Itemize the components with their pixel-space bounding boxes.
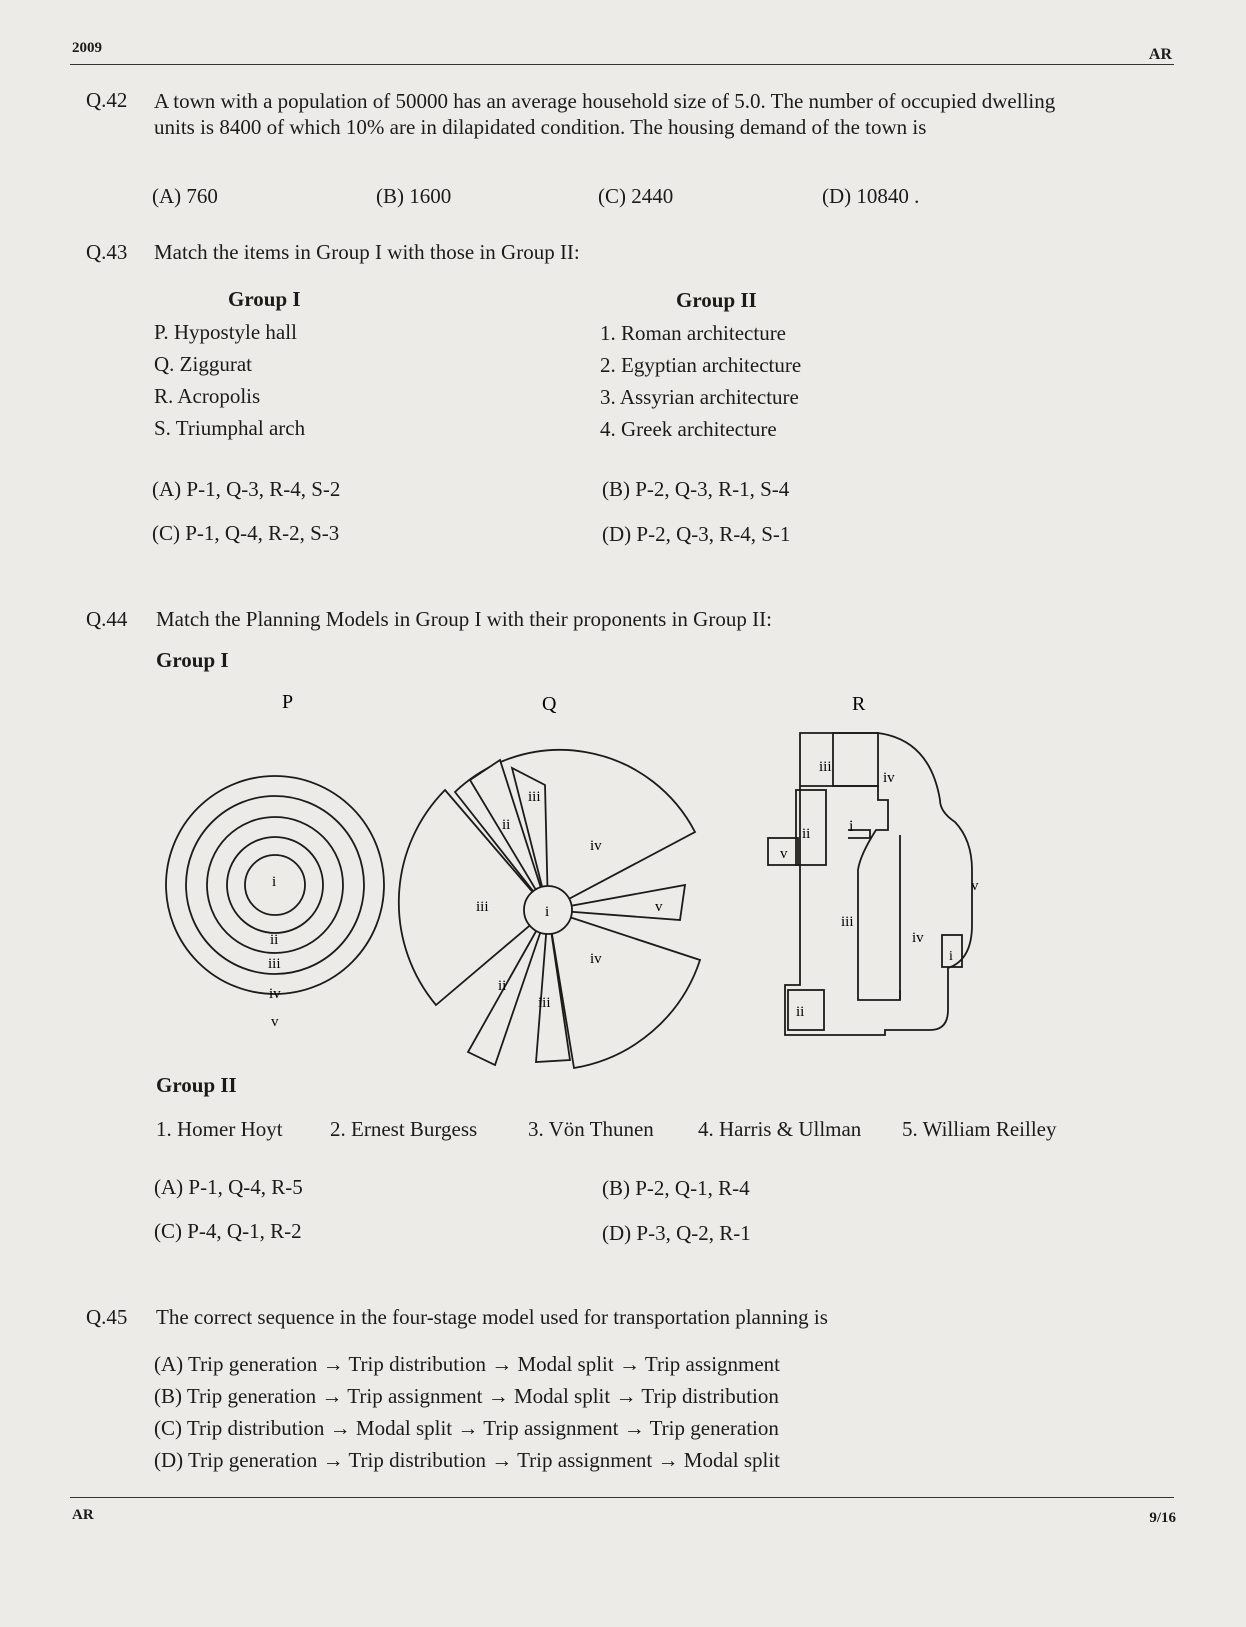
q44-group1-title: Group I (156, 648, 229, 672)
q45-option-c: (C) Trip distribution → Modal split → Trip assignment → Trip generation (154, 1416, 779, 1440)
q43-option-d: (D) P-2, Q-3, R-4, S-1 (602, 522, 791, 546)
q44-proponent-3: 3. Vön Thunen (528, 1117, 654, 1141)
q44-text: Match the Planning Models in Group I with their proponents in Group II: (156, 607, 772, 631)
r-zone-ii-bottom (788, 990, 824, 1030)
q43-group2-item-4: 4. Greek architecture (600, 417, 777, 441)
ring-label-ii: ii (270, 932, 279, 948)
q44-proponent-4: 4. Harris & Ullman (698, 1117, 862, 1141)
q43-group1-item-p: P. Hypostyle hall (154, 320, 297, 344)
q43-group1-item-q: Q. Ziggurat (154, 352, 252, 376)
q45-option-b: (B) Trip generation → Trip assignment → Modal split → Trip distribution (154, 1384, 779, 1408)
header-year: 2009 (72, 40, 102, 56)
q43-number: Q.43 (86, 240, 128, 264)
arrow-icon: → (457, 1416, 479, 1440)
q-label-iii-west: iii (476, 899, 489, 915)
q43-group2-title: Group II (676, 288, 757, 312)
q43-text: Match the items in Group I with those in Group II: (154, 240, 580, 264)
arrow-icon: → (321, 1384, 343, 1408)
arrow-icon: → (618, 1352, 640, 1376)
q44-option-b: (B) P-2, Q-1, R-4 (602, 1176, 750, 1200)
q42-option-d: (D) 10840 . (822, 184, 920, 208)
r-label-v-left: v (780, 846, 788, 862)
q-label-iv-south: iv (590, 951, 602, 967)
page-number: 9/16 (1149, 1510, 1176, 1526)
arrow-icon: → (322, 1448, 344, 1472)
arrow-icon: → (491, 1352, 513, 1376)
q44-option-c: (C) P-4, Q-1, R-2 (154, 1219, 302, 1243)
model-r-label: R (852, 693, 866, 715)
q-label-ii-north: ii (502, 817, 511, 833)
r-label-iii-mid: iii (841, 914, 854, 930)
q43-group2-item-3: 3. Assyrian architecture (600, 385, 799, 409)
ring-label-v: v (271, 1014, 279, 1030)
q44-option-d: (D) P-3, Q-2, R-1 (602, 1221, 751, 1245)
q44-proponent-5: 5. William Reilley (902, 1117, 1057, 1141)
r-label-iii-top: iii (819, 759, 832, 775)
q45-number: Q.45 (86, 1305, 128, 1329)
q44-proponent-1: 1. Homer Hoyt (156, 1117, 283, 1141)
ring-label-i: i (272, 874, 277, 890)
q-label-iv-north: iv (590, 838, 602, 854)
r-label-i-small: i (949, 949, 953, 964)
ring-label-iv: iv (269, 986, 281, 1002)
ring-label-iii: iii (268, 956, 281, 972)
r-label-ii-bottom: ii (796, 1004, 805, 1020)
q43-group1-item-s: S. Triumphal arch (154, 416, 306, 440)
r-label-iv-mid: iv (912, 930, 924, 946)
q42-number: Q.42 (86, 88, 128, 112)
arrow-icon: → (491, 1448, 513, 1472)
r-label-ii-left: ii (802, 826, 811, 842)
q45-option-d: (D) Trip generation → Trip distribution → Trip assignment → Modal split (154, 1448, 781, 1472)
q43-group1-title: Group I (228, 287, 301, 311)
q45-text: The correct sequence in the four-stage model used for transportation planning is (156, 1305, 828, 1329)
model-p-figure (166, 691, 384, 1030)
arrow-icon: → (329, 1416, 351, 1440)
q43-group2-item-2: 2. Egyptian architecture (600, 353, 802, 377)
q43-group1-item-r: R. Acropolis (154, 384, 261, 408)
q44-number: Q.44 (86, 607, 128, 631)
q44-option-a: (A) P-1, Q-4, R-5 (154, 1175, 303, 1199)
sector-iv-south (548, 910, 700, 1068)
q43-option-a: (A) P-1, Q-3, R-4, S-2 (152, 477, 341, 501)
q44-group2-title: Group II (156, 1073, 237, 1097)
q42-option-a: (A) 760 (152, 184, 218, 208)
q42-text: A town with a population of 50000 has an average household size of 5.0. The number of occupied dwelling units is 8400 of which 10% are in dilapidated condition. The housing demand of the town is (154, 89, 1056, 139)
q-label-iii-south: iii (538, 995, 551, 1011)
model-r-figure (768, 693, 979, 1035)
arrow-icon: → (623, 1416, 645, 1440)
model-q-label: Q (542, 693, 557, 715)
q43-option-b: (B) P-2, Q-3, R-1, S-4 (602, 477, 790, 501)
footer-code: AR (72, 1507, 94, 1523)
q42-option-c: (C) 2440 (598, 184, 674, 208)
arrow-icon: → (615, 1384, 637, 1408)
q45-option-a: (A) Trip generation → Trip distribution → Modal split → Trip assignment (154, 1352, 781, 1376)
wedge-ii-south (468, 910, 548, 1065)
q-label-i: i (545, 904, 550, 920)
arrow-icon: → (322, 1352, 344, 1376)
q-label-iii-north: iii (528, 789, 541, 805)
model-p-label: P (282, 691, 294, 713)
arrow-icon: → (657, 1448, 679, 1472)
r-label-v-right: v (971, 878, 979, 894)
q42-option-b: (B) 1600 (376, 184, 452, 208)
q-label-v: v (655, 899, 663, 915)
q43-group2-item-1: 1. Roman architecture (600, 321, 787, 345)
r-label-iv-top: iv (883, 770, 895, 786)
footer-rule (70, 1497, 1174, 1498)
header-code: AR (1148, 46, 1172, 63)
q-label-ii-south: ii (498, 978, 507, 994)
model-q-figure (399, 693, 700, 1068)
q44-proponent-2: 2. Ernest Burgess (330, 1117, 478, 1141)
r-label-i: i (849, 818, 854, 835)
q43-option-c: (C) P-1, Q-4, R-2, S-3 (152, 521, 340, 545)
arrow-icon: → (487, 1384, 509, 1408)
r-zone-iii-top (833, 733, 878, 786)
